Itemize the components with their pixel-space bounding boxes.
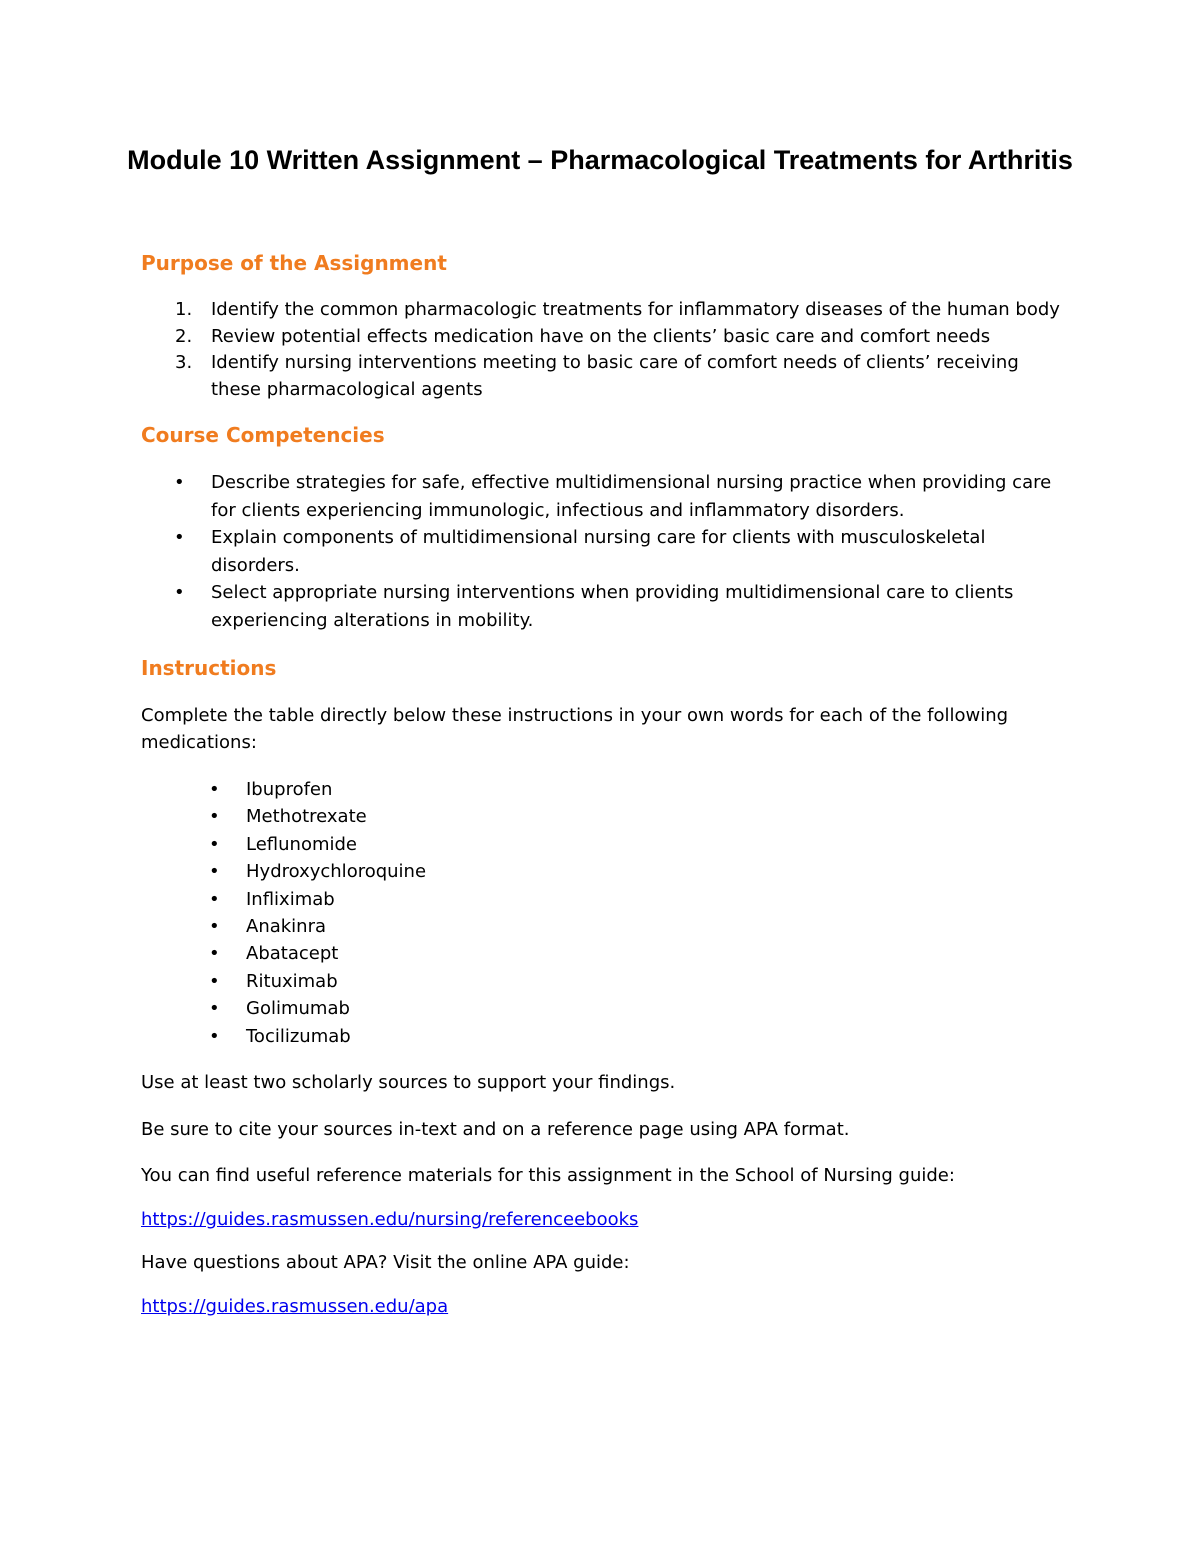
bullet-icon: • [209,888,220,910]
purpose-item-text: Review potential effects medication have on the clients’ basic care and comfort needs [211,325,991,347]
medications-list [141,776,1071,1050]
competency-item [141,579,1071,634]
list-number: 1. [175,299,193,320]
reference-note: You can find useful reference materials for this assignment in the School of Nursing guide: [141,1165,955,1187]
purpose-item-text: Identify the common pharmacologic treatments for inflammatory diseases of the human body [211,299,1060,320]
medication-item [141,968,1071,995]
apa-link-line [141,1294,1071,1321]
medication-name: Hydroxychloroquine [246,861,427,883]
competency-item-text: Describe strategies for safe, effective multidimensional nursing practice when providing care for clients experiencing immunologic, infectious and inflammatory disorders. [211,472,1052,521]
instructions-intro: Complete the table directly below these instructions in your own words for each of the following medications: [141,705,1009,753]
bullet-icon: • [209,1025,220,1047]
medication-name: Ibuprofen [246,779,333,800]
bullet-icon: • [209,998,220,1020]
bullet-icon: • [174,527,185,548]
list-number: 2. [175,325,193,347]
apa-note: Have questions about APA? Visit the online APA guide: [141,1252,630,1274]
medication-item [141,940,1071,967]
medication-item [141,776,1071,803]
reference-link-line [141,1207,1071,1234]
medication-name: Tocilizumab [246,1025,351,1047]
list-number: 3. [175,352,193,373]
bullet-icon: • [209,943,220,965]
medication-item [141,886,1071,913]
medication-item [141,858,1071,885]
competency-item-text: Explain components of multidimensional nursing care for clients with musculoskeletal disorders. [211,527,986,576]
sources-note: Use at least two scholarly sources to support your findings. [141,1072,676,1094]
bullet-icon: • [174,582,185,603]
medication-name: Abatacept [246,943,339,965]
bullet-icon: • [209,779,220,800]
bullet-icon: • [174,472,185,493]
medication-name: Golimumab [246,998,350,1020]
apa-guide-link[interactable]: https://guides.rasmussen.edu/apa [141,1295,449,1317]
bullet-icon: • [209,861,220,883]
bullet-icon: • [209,970,220,992]
medication-name: Anakinra [246,916,327,938]
competency-item [141,469,1071,524]
medication-item [141,1023,1071,1050]
medication-item [141,831,1071,858]
purpose-list [141,297,1071,403]
competency-item [141,524,1071,579]
document-body [141,248,1071,1320]
medication-item [141,995,1071,1022]
bullet-icon: • [209,916,220,938]
competency-item-text: Select appropriate nursing interventions when providing multidimensional care to clients experiencing alterations in mobility. [211,582,1014,631]
medication-name: Methotrexate [246,806,367,828]
reference-ebooks-link[interactable]: https://guides.rasmussen.edu/nursing/referenceebooks [141,1208,639,1230]
medication-name: Rituximab [246,970,338,992]
competencies-list [141,469,1071,634]
purpose-item [141,350,1071,403]
bullet-icon: • [209,806,220,828]
medication-item [141,913,1071,940]
document-title: Module 10 Written Assignment – Pharmacological Treatments for Arthritis [127,145,1073,175]
purpose-item-text: Identify nursing interventions meeting to basic care of comfort needs of clients’ receiving these pharmacological agents [211,352,1019,400]
bullet-icon: • [209,833,220,855]
competencies-heading: Course Competencies [141,423,385,447]
medication-name: Infliximab [246,888,335,910]
purpose-heading: Purpose of the Assignment [141,251,447,275]
medication-name: Leflunomide [246,833,357,855]
instructions-heading: Instructions [141,656,277,680]
cite-note: Be sure to cite your sources in-text and on a reference page using APA format. [141,1118,850,1140]
medication-item [141,803,1071,830]
purpose-item [141,324,1071,351]
purpose-item [141,297,1071,324]
